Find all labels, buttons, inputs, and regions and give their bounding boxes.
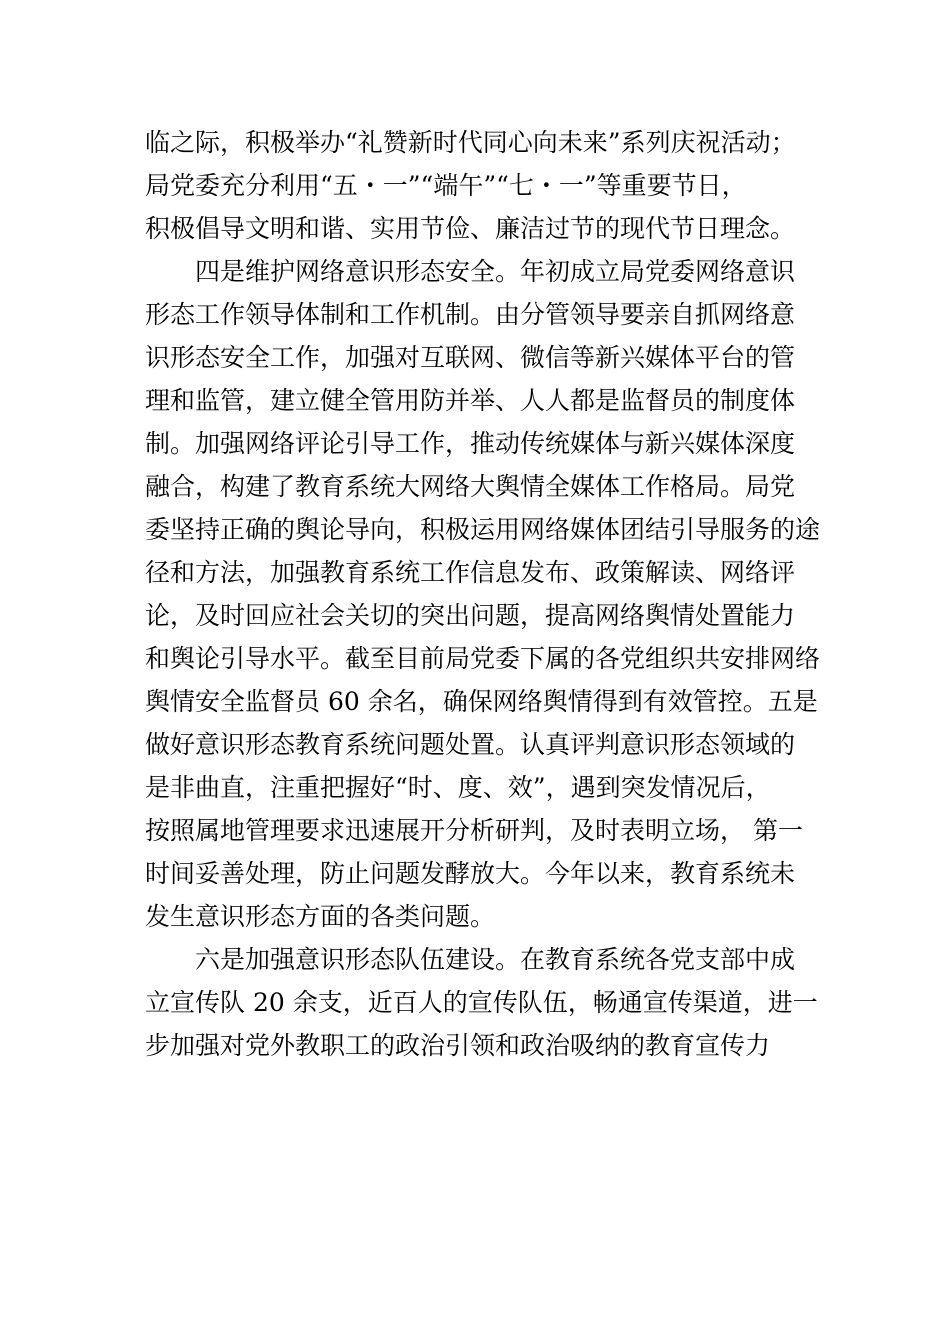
text-line: 发生意识形态方面的各类问题。: [145, 902, 496, 931]
text-line: 融合，构建了教育系统大网络大舆情全媒体工作格局。局党: [145, 472, 796, 501]
text-line: 识形态安全工作，加强对互联网、微信等新兴媒体平台的管: [145, 343, 796, 372]
text-line: 径和方法，加强教育系统工作信息发布、政策解读、网络评: [145, 558, 796, 587]
text-line: 和舆论引导水平。截至目前局党委下属的各党组织共安排网络: [145, 644, 821, 673]
text-line: 立宣传队 20 余支，近百人的宣传队伍，畅通宣传渠道，进一: [145, 988, 818, 1017]
text-line: 局党委充分利用“五・一”“端午”“七・一”等重要节日，: [145, 171, 747, 200]
paragraph-start-line: 四是维护网络意识形态安全。年初成立局党委网络意识: [195, 257, 796, 286]
paragraph-start-line: 六是加强意识形态队伍建设。在教育系统各党支部中成: [195, 945, 796, 974]
text-line: 论，及时回应社会关切的突出问题，提高网络舆情处置能力: [145, 601, 796, 630]
text-line: 委坚持正确的舆论导向，积极运用网络媒体团结引导服务的途: [145, 515, 821, 544]
text-line: 是非曲直，注重把握好“时、度、效”，遇到突发情况后，: [145, 773, 771, 802]
text-line: 做好意识形态教育系统问题处置。认真评判意识形态领域的: [145, 730, 796, 759]
text-line: 按照属地管理要求迅速展开分析研判，及时表明立场， 第一: [145, 816, 803, 845]
text-line: 理和监管，建立健全管用防并举、人人都是监督员的制度体: [145, 386, 796, 415]
text-line: 形态工作领导体制和工作机制。由分管领导要亲自抓网络意: [145, 300, 796, 329]
text-line: 时间妥善处理，防止问题发酵放大。今年以来，教育系统未: [145, 859, 796, 888]
text-line: 临之际，积极举办“礼赞新时代同心向未来”系列庆祝活动；: [145, 128, 796, 157]
text-line: 步加强对党外教职工的政治引领和政治吸纳的教育宣传力: [145, 1031, 771, 1060]
text-line: 制。加强网络评论引导工作，推动传统媒体与新兴媒体深度: [145, 429, 796, 458]
text-line: 积极倡导文明和谐、实用节俭、廉洁过节的现代节日理念。: [145, 214, 796, 243]
text-line: 舆情安全监督员 60 余名，确保网络舆情得到有效管控。五是: [145, 687, 818, 716]
